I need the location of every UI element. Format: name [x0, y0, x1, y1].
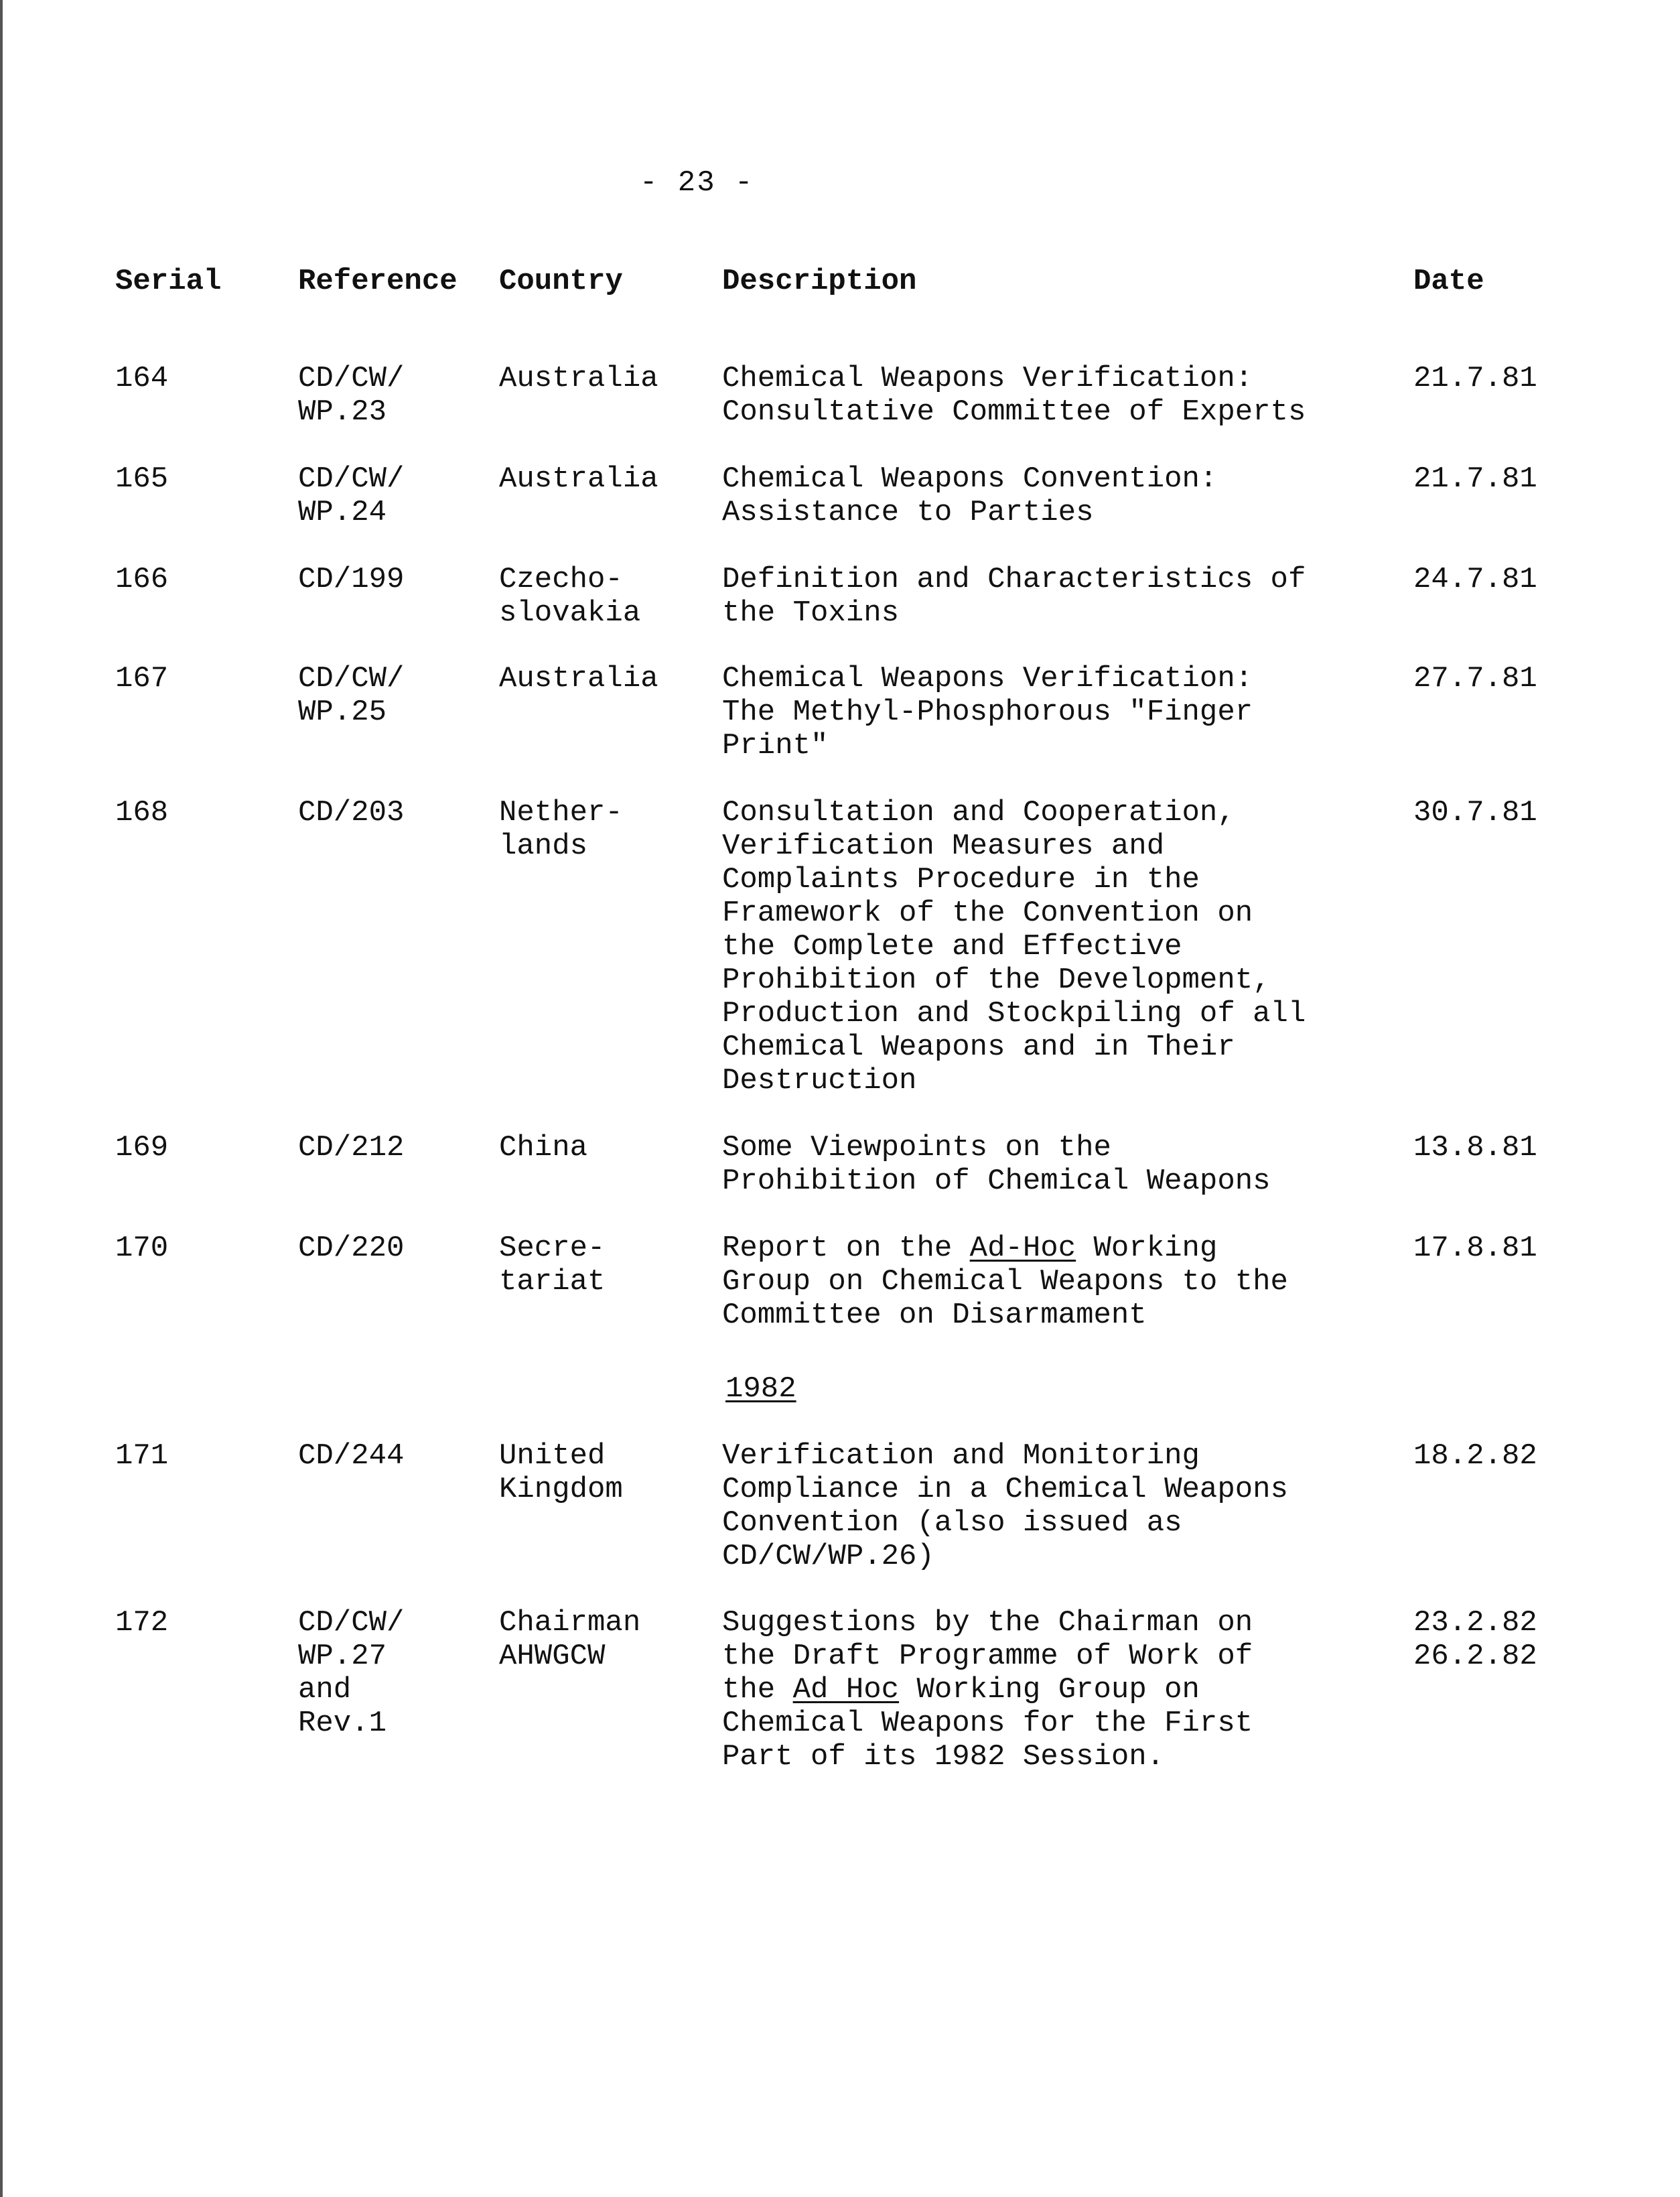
cell-country [499, 1439, 623, 1506]
cell-country-line: AHWGCW [499, 1640, 606, 1673]
cell-date-line: 17.8.81 [1413, 1231, 1537, 1265]
cell-country-line: lands [499, 829, 588, 863]
cell-reference-line: WP.24 [298, 496, 387, 529]
cell-country-line: Secre- [499, 1231, 606, 1265]
cell-reference [298, 462, 404, 529]
cell-country-line: Czecho- [499, 563, 623, 596]
cell-description-line: Committee on Disarmament [722, 1299, 1147, 1332]
header-serial: Serial [115, 265, 222, 298]
cell-reference [298, 1439, 404, 1473]
cell-description-line: Compliance in a Chemical Weapons [722, 1473, 1288, 1506]
cell-country [499, 563, 640, 630]
cell-country-line: United [499, 1439, 606, 1473]
cell-serial [115, 1231, 168, 1265]
cell-country-line: Australia [499, 662, 658, 695]
cell-description-line: Group on Chemical Weapons to the [722, 1265, 1288, 1299]
cell-date-line: 26.2.82 [1413, 1640, 1537, 1673]
cell-description [722, 1231, 1288, 1332]
cell-country-line: Australia [499, 362, 658, 395]
cell-description-line: Prohibition of the Development, [722, 963, 1271, 997]
header-date: Date [1413, 265, 1484, 298]
cell-reference-line: CD/220 [298, 1231, 405, 1265]
cell-country [499, 1231, 605, 1299]
cell-date-line: 30.7.81 [1413, 796, 1537, 829]
cell-date-line: 13.8.81 [1413, 1131, 1537, 1164]
cell-description-line: Report on the Ad-Hoc Working [722, 1231, 1218, 1265]
cell-description-line: Chemical Weapons and in Their [722, 1030, 1235, 1064]
cell-description-line: Suggestions by the Chairman on [722, 1606, 1253, 1640]
cell-serial [115, 662, 168, 695]
cell-reference [298, 362, 404, 429]
cell-country [499, 796, 623, 863]
cell-country [499, 462, 658, 496]
cell-date [1413, 1606, 1537, 1673]
cell-description-line: the Complete and Effective [722, 930, 1182, 963]
cell-description [722, 563, 1306, 630]
cell-serial-line: 165 [115, 462, 169, 496]
cell-country-line: Chairman [499, 1606, 641, 1640]
cell-reference-line: WP.25 [298, 695, 387, 729]
header-country: Country [499, 265, 623, 298]
cell-country-line: China [499, 1131, 588, 1164]
cell-description [722, 1131, 1271, 1198]
cell-description-line: the Ad Hoc Working Group on [722, 1673, 1200, 1707]
cell-date [1413, 1439, 1537, 1473]
cell-date [1413, 662, 1537, 695]
cell-reference-line: CD/CW/ [298, 362, 405, 395]
cell-country-line: tariat [499, 1265, 606, 1299]
cell-description-line: the Draft Programme of Work of [722, 1640, 1253, 1673]
cell-description [722, 1439, 1288, 1573]
cell-serial-line: 166 [115, 563, 169, 596]
cell-serial-line: 170 [115, 1231, 169, 1265]
cell-reference [298, 563, 404, 596]
cell-serial-line: 172 [115, 1606, 169, 1640]
cell-reference-line: CD/CW/ [298, 462, 405, 496]
cell-description-line: the Toxins [722, 596, 900, 630]
cell-date [1413, 462, 1537, 496]
cell-description-line: Destruction [722, 1064, 917, 1097]
cell-description-line: Some Viewpoints on the [722, 1131, 1111, 1164]
cell-country-line: Kingdom [499, 1473, 623, 1506]
cell-reference [298, 1231, 404, 1265]
cell-description-line: Chemical Weapons for the First [722, 1707, 1253, 1740]
cell-country [499, 1131, 587, 1164]
cell-date-line: 27.7.81 [1413, 662, 1537, 695]
cell-description-line: Consultative Committee of Experts [722, 395, 1306, 429]
cell-reference-line: CD/CW/ [298, 662, 405, 695]
cell-description-line: The Methyl-Phosphorous "Finger [722, 695, 1253, 729]
cell-description-line: CD/CW/WP.26) [722, 1540, 934, 1573]
underlined-term: Ad-Hoc [969, 1231, 1076, 1265]
cell-description-line: Prohibition of Chemical Weapons [722, 1164, 1271, 1198]
underlined-term: Ad Hoc [792, 1673, 900, 1707]
cell-description [722, 462, 1217, 529]
cell-serial [115, 1131, 168, 1164]
cell-serial-line: 167 [115, 662, 169, 695]
page-left-edge [0, 0, 3, 2197]
cell-description-line: Chemical Weapons Verification: [722, 362, 1253, 395]
cell-country [499, 662, 658, 695]
cell-country [499, 1606, 640, 1673]
cell-description-line: Verification and Monitoring [722, 1439, 1200, 1473]
cell-description-line: Definition and Characteristics of [722, 563, 1306, 596]
cell-description-line: Print" [722, 729, 829, 762]
cell-description [722, 796, 1306, 1097]
cell-date [1413, 796, 1537, 829]
cell-serial [115, 796, 168, 829]
cell-reference-line: WP.23 [298, 395, 387, 429]
cell-serial-line: 171 [115, 1439, 169, 1473]
cell-serial-line: 168 [115, 796, 169, 829]
cell-description [722, 362, 1306, 429]
cell-description [722, 662, 1253, 762]
cell-date [1413, 362, 1537, 395]
cell-date [1413, 1231, 1537, 1265]
cell-reference-line: CD/244 [298, 1439, 405, 1473]
cell-description-line: Convention (also issued as [722, 1506, 1182, 1540]
cell-reference-line: WP.27 [298, 1640, 387, 1673]
cell-date-line: 24.7.81 [1413, 563, 1537, 596]
cell-date [1413, 1131, 1537, 1164]
cell-serial-line: 169 [115, 1131, 169, 1164]
cell-reference-line: Rev.1 [298, 1707, 387, 1740]
cell-description-line: Production and Stockpiling of all [722, 997, 1306, 1030]
cell-serial-line: 164 [115, 362, 169, 395]
cell-serial [115, 462, 168, 496]
cell-description-line: Chemical Weapons Verification: [722, 662, 1253, 695]
cell-reference [298, 662, 404, 729]
cell-country-line: slovakia [499, 596, 641, 630]
header-reference: Reference [298, 265, 458, 298]
cell-reference-line: CD/212 [298, 1131, 405, 1164]
cell-date-line: 21.7.81 [1413, 462, 1537, 496]
year-heading: 1982 [725, 1372, 796, 1406]
cell-serial [115, 1439, 168, 1473]
cell-country [499, 362, 658, 395]
cell-reference [298, 1131, 404, 1164]
cell-description-line: Framework of the Convention on [722, 896, 1253, 930]
cell-date [1413, 563, 1537, 596]
cell-description-line: Verification Measures and [722, 829, 1165, 863]
cell-country-line: Nether- [499, 796, 623, 829]
cell-description-line: Chemical Weapons Convention: [722, 462, 1218, 496]
cell-reference-line: and [298, 1673, 352, 1707]
cell-description [722, 1606, 1253, 1774]
cell-reference-line: CD/199 [298, 563, 405, 596]
cell-serial [115, 563, 168, 596]
cell-reference [298, 796, 404, 829]
cell-description-line: Complaints Procedure in the [722, 863, 1200, 896]
cell-date-line: 18.2.82 [1413, 1439, 1537, 1473]
cell-country-line: Australia [499, 462, 658, 496]
cell-description-line: Assistance to Parties [722, 496, 1094, 529]
cell-description-line: Consultation and Cooperation, [722, 796, 1235, 829]
cell-date-line: 21.7.81 [1413, 362, 1537, 395]
cell-reference-line: CD/CW/ [298, 1606, 405, 1640]
header-description: Description [722, 265, 917, 298]
cell-description-line: Part of its 1982 Session. [722, 1740, 1165, 1774]
cell-serial [115, 1606, 168, 1640]
cell-date-line: 23.2.82 [1413, 1606, 1537, 1640]
cell-reference-line: CD/203 [298, 796, 405, 829]
page-number: - 23 - [640, 166, 754, 200]
cell-serial [115, 362, 168, 395]
cell-reference [298, 1606, 404, 1740]
